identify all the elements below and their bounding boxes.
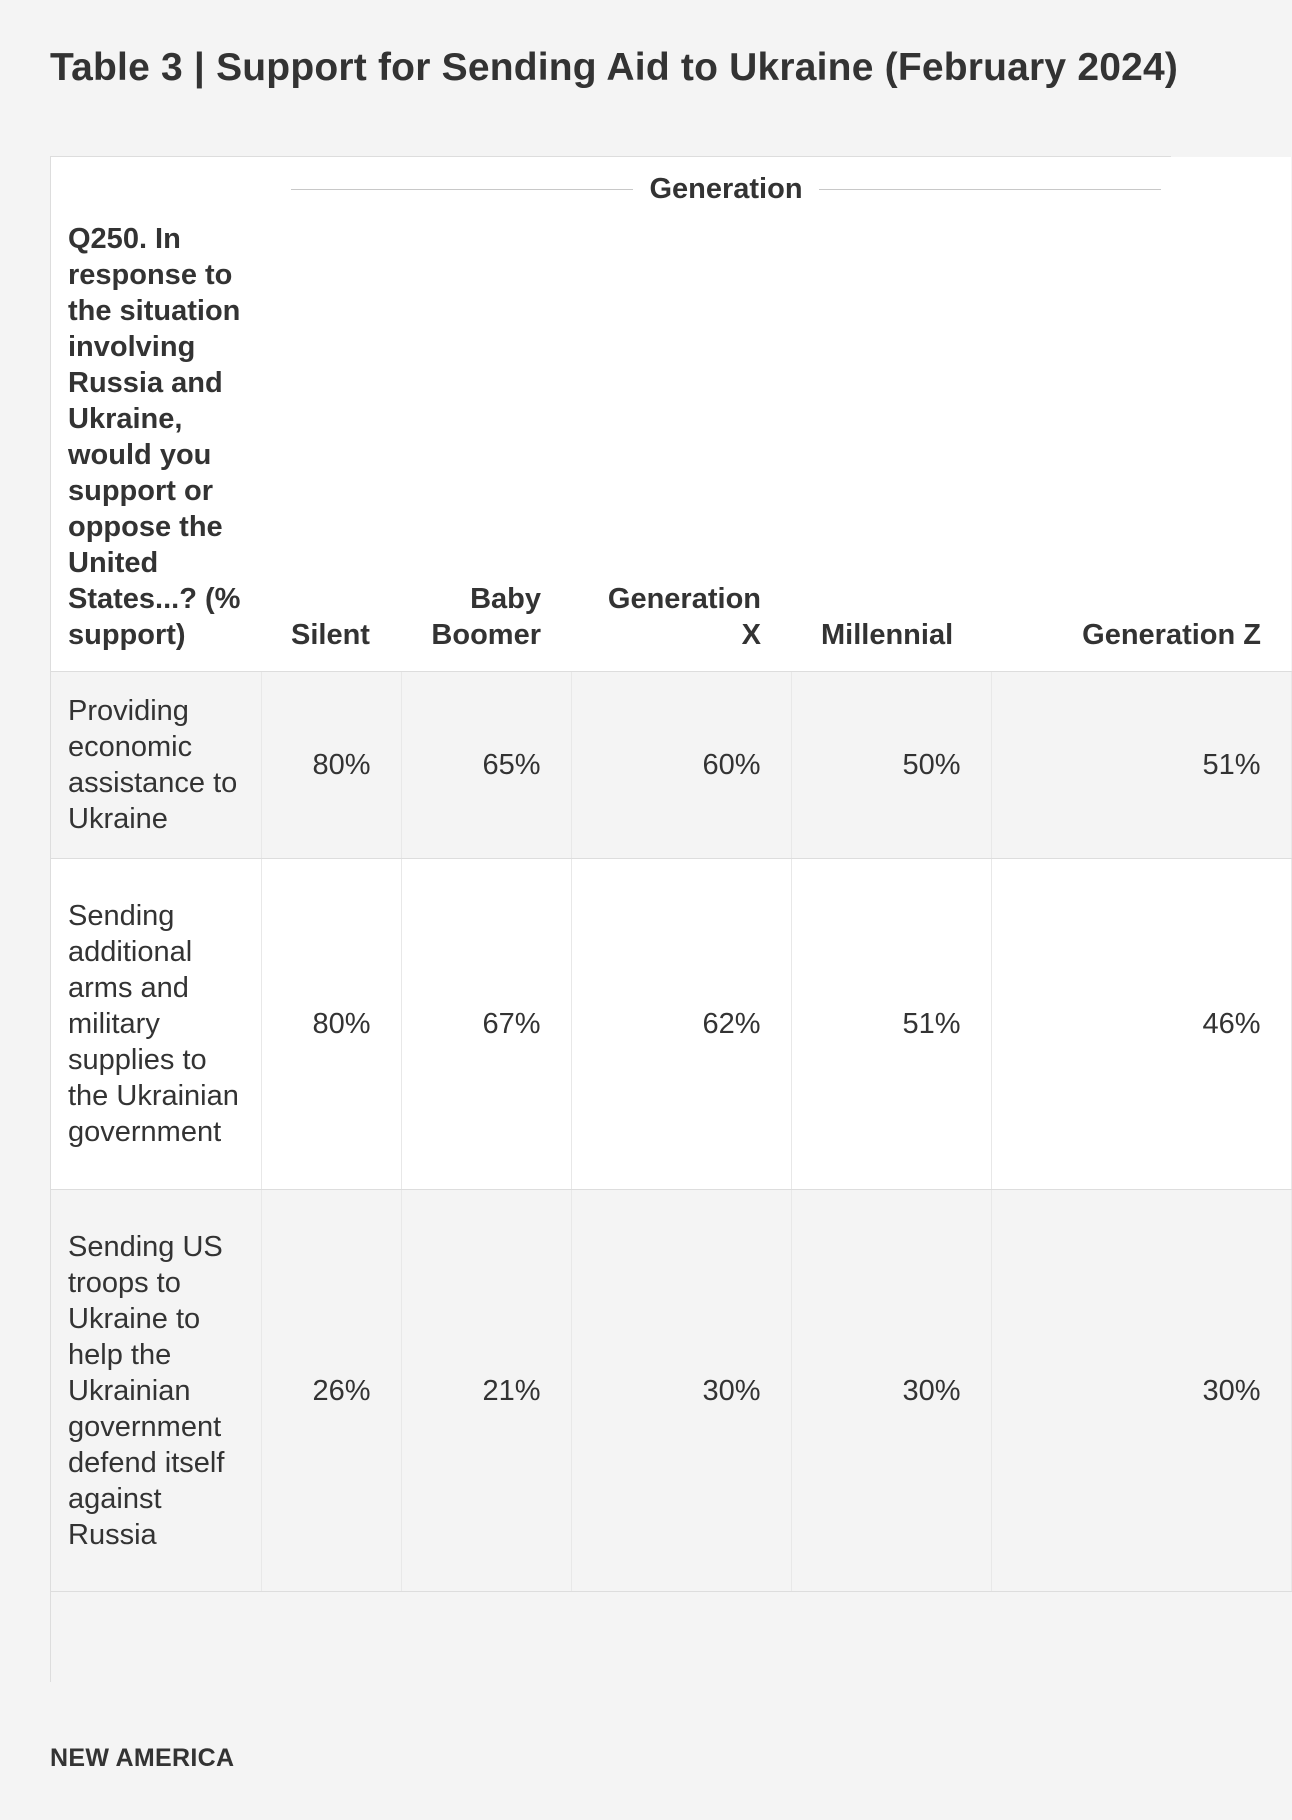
column-header-row — [51, 221, 1291, 672]
question-header: Q250. In response to the situation involving Russia and Ukraine, would you support or oppose the United States...? (% support) — [51, 221, 261, 672]
data-cell: 80% — [261, 672, 401, 859]
row-label: Sending US troops to Ukraine to help the Ukrainian government defend itself against Russia — [51, 1190, 261, 1592]
table-row — [51, 1190, 1291, 1592]
data-cell: 30% — [991, 1190, 1291, 1592]
data-cell: 46% — [991, 859, 1291, 1190]
row-label: Providing economic assistance to Ukraine — [51, 672, 261, 859]
data-cell: 30% — [571, 1190, 791, 1592]
group-rule-left — [291, 189, 633, 190]
data-cell: 50% — [791, 672, 991, 859]
data-cell: 21% — [401, 1190, 571, 1592]
column-header: Generation X — [571, 221, 791, 672]
group-rule-right — [819, 189, 1161, 190]
group-header-label: Generation — [649, 172, 803, 205]
data-cell: 51% — [991, 672, 1291, 859]
table-row — [51, 859, 1291, 1190]
data-cell: 80% — [261, 859, 401, 1190]
data-table — [51, 157, 1292, 1592]
row-label: Sending additional arms and military supplies to the Ukrainian government — [51, 859, 261, 1190]
footer-logo-text: NEW AMERICA — [50, 1744, 235, 1772]
data-cell: 67% — [401, 859, 571, 1190]
data-cell: 30% — [791, 1190, 991, 1592]
data-cell: 60% — [571, 672, 791, 859]
column-header: Millennial — [791, 221, 991, 672]
column-header: Generation Z — [991, 221, 1291, 672]
group-header-row — [51, 157, 1291, 221]
column-header: Silent — [261, 221, 401, 672]
group-header-cell — [261, 157, 1291, 221]
column-header: Baby Boomer — [401, 221, 571, 672]
table-row — [51, 672, 1291, 859]
table-viewport[interactable] — [50, 156, 1261, 1682]
data-cell: 26% — [261, 1190, 401, 1592]
table-title: Table 3 | Support for Sending Aid to Ukraine (February 2024) — [50, 46, 1179, 89]
data-cell: 51% — [791, 859, 991, 1190]
group-header-blank — [51, 157, 261, 221]
data-cell: 65% — [401, 672, 571, 859]
data-cell: 62% — [571, 859, 791, 1190]
